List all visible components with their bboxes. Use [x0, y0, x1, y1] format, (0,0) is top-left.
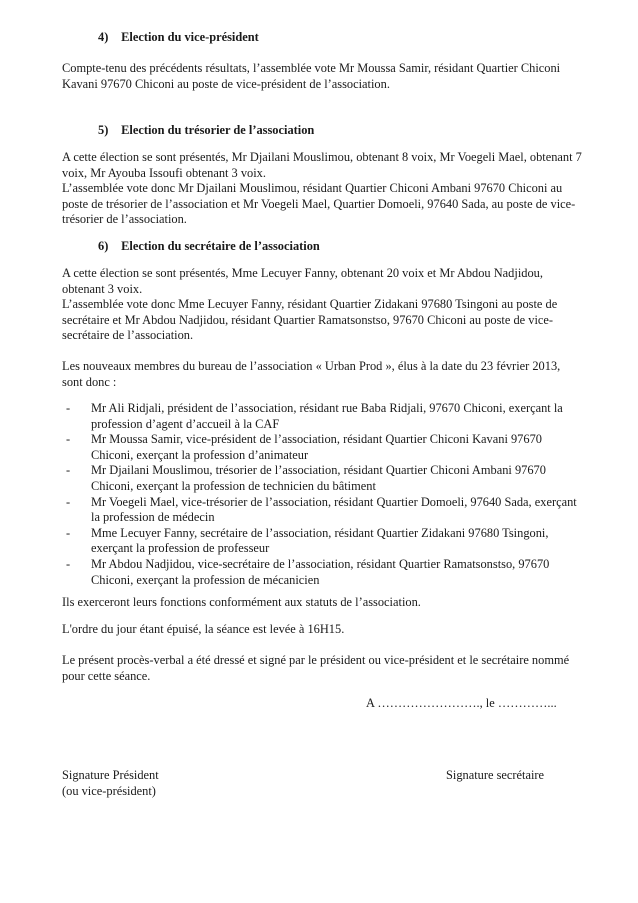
secretary-signature-label: Signature secrétaire	[446, 768, 545, 782]
member-text: Mr Abdou Nadjidou, vice-secrétaire de l’association, résidant Quartier Ramatsonstso, 97670 Chiconi, exerçant la profession de mécanicien	[91, 556, 550, 587]
section-4-heading	[62, 30, 582, 46]
section-6-vote: L’assemblée vote donc Mme Lecuyer Fanny, résidant Quartier Zidakani 97680 Tsingoni au poste de secrétaire et Mr Abdou Nadjidou, résidant Quartier Ramatsonstso, 97670 Chiconi au poste de vice-secrétaire de l’association.	[62, 297, 558, 343]
signed-text: Le présent procès-verbal a été dressé et signé par le président ou vice-président et le secrétaire nommé pour cette séance.	[62, 653, 570, 683]
section-5-number: 5)	[98, 123, 109, 137]
section-6-number: 6)	[98, 239, 109, 253]
section-6-candidates: A cette élection se sont présentés, Mme Lecuyer Fanny, obtenant 20 voix et Mr Abdou Nadjidou, obtenant 3 voix.	[62, 266, 543, 296]
list-bullet: -	[66, 556, 71, 571]
member-text: Mr Djailani Mouslimou, trésorier de l’association, résidant Quartier Chiconi Ambani 97670 Chiconi, exerçant la profession de technicien du bâtiment	[91, 463, 546, 493]
list-bullet: -	[66, 494, 71, 509]
member-text: Mme Lecuyer Fanny, secrétaire de l’association, résidant Quartier Zidakani 97680 Tsingoni, exerçant la profession de professeur	[91, 525, 549, 556]
president-signature-line2: (ou vice-président)	[62, 783, 156, 798]
section-5-heading	[62, 123, 582, 139]
list-bullet: -	[66, 525, 71, 540]
section-5-title: Election du trésorier de l’association	[121, 123, 315, 137]
list-bullet: -	[66, 401, 71, 415]
member-text: Mr Moussa Samir, vice-président de l’association, résidant Quartier Chiconi Kavani 97670 Chiconi, exerçant la profession d’animateur	[91, 432, 542, 462]
members-list	[62, 401, 582, 588]
section-5-candidates: A cette élection se sont présentés, Mr Djailani Mouslimou, obtenant 8 voix, Mr Voegeli Mael, obtenant 7 voix, Mr Ayouba Issoufi obtenant 3 voix.	[62, 150, 582, 180]
member-item	[62, 401, 582, 432]
member-text: Mr Voegeli Mael, vice-trésorier de l’association, résidant Quartier Domoeli, 97640 Sada, exerçant la profession de médecin	[91, 494, 577, 525]
date-place-line: A ……………………., le …………...	[366, 696, 557, 710]
section-5-vote: L’assemblée vote donc Mr Djailani Mouslimou, résidant Quartier Chiconi Ambani 97670 Chiconi au poste de trésorier de l’association et Mr Voegeli Mael, Quartier Domoeli, 97640 Sada, au poste de vice-trésorier de l’association.	[62, 181, 576, 227]
list-bullet: -	[66, 463, 71, 478]
member-item	[62, 495, 582, 526]
member-text: Mr Ali Ridjali, président de l’association, résidant rue Baba Ridjali, 97670 Chiconi, exerçant la profession d’agent d’accueil à la CAF	[91, 401, 563, 431]
section-6-title: Election du secrétaire de l’association	[121, 239, 320, 253]
member-item	[62, 432, 582, 463]
president-signature-label	[62, 768, 262, 799]
section-4-number: 4)	[98, 30, 109, 44]
section-4-body: Compte-tenu des précédents résultats, l’assemblée vote Mr Moussa Samir, résidant Quartier Chiconi Kavani 97670 Chiconi au poste de vice-président de l’association.	[62, 61, 561, 91]
summary-intro: Les nouveaux membres du bureau de l’association « Urban Prod », élus à la date du 23 février 2013, sont donc :	[62, 359, 561, 389]
section-4-title: Election du vice-président	[121, 30, 259, 44]
adjourn-text: L'ordre du jour étant épuisé, la séance est levée à 16H15.	[62, 622, 345, 636]
list-bullet: -	[66, 432, 71, 447]
member-item	[62, 526, 582, 557]
member-item	[62, 463, 582, 494]
member-item	[62, 557, 582, 588]
president-signature-line1: Signature Président	[62, 768, 159, 782]
section-6-heading	[62, 239, 582, 255]
statutes-text: Ils exerceront leurs fonctions conformément aux statuts de l’association.	[62, 595, 421, 609]
